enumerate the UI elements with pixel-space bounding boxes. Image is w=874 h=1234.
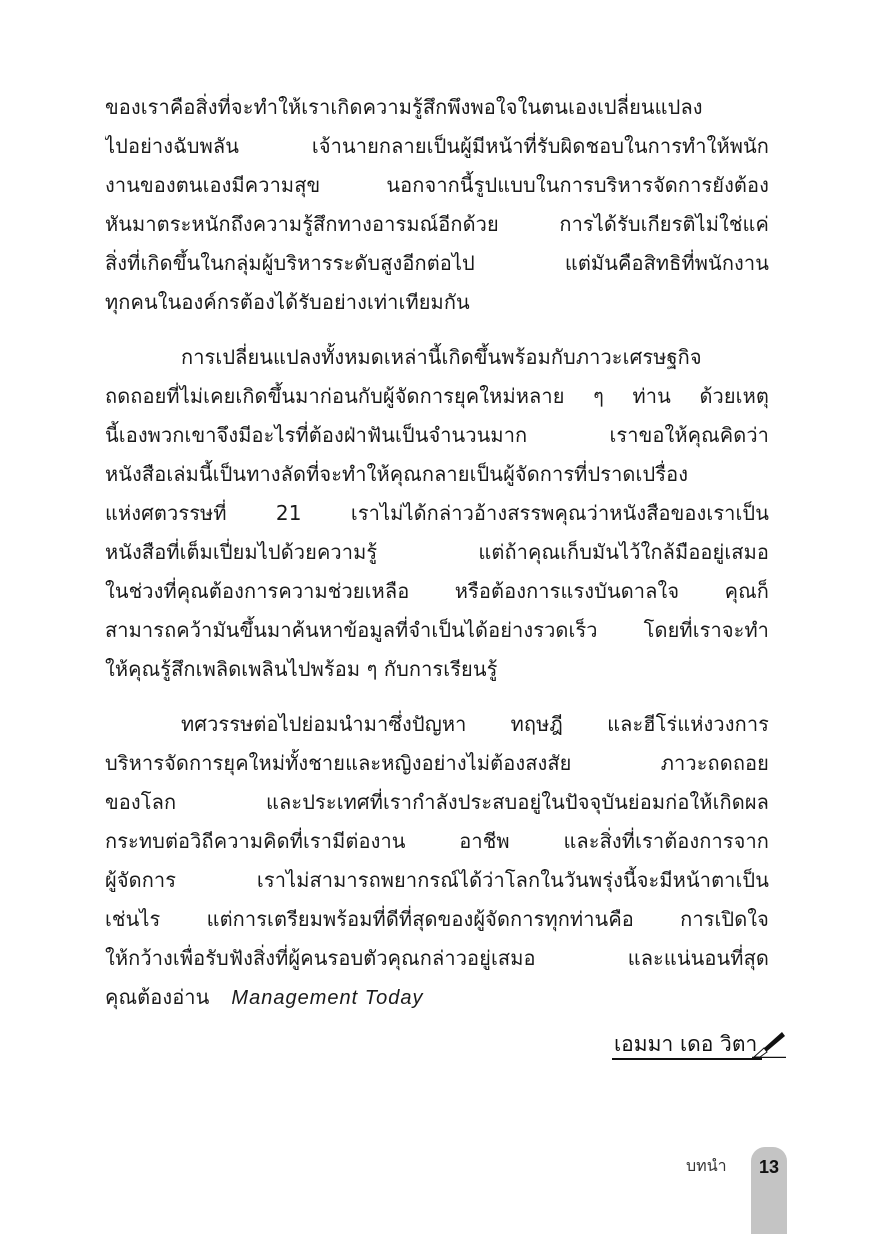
final-text-line: [105, 978, 769, 1017]
publication-name: Management Today: [231, 987, 424, 1009]
text-line: บริหารจัดการยุคใหม่ทั้งชายและหญิงอย่างไม่ต้องสงสัย ภาวะถดถอย: [105, 751, 769, 775]
text-line: ให้คุณรู้สึกเพลิดเพลินไปพร้อม ๆ กับการเรียนรู้: [105, 657, 498, 681]
text-line: กระทบต่อวิถีความคิดที่เรามีต่องาน อาชีพ และสิ่งที่เราต้องการจาก: [105, 829, 769, 853]
paragraph-3: [105, 705, 769, 1017]
text-line: ของเราคือสิ่งที่จะทำให้เราเกิดความรู้สึกพึงพอใจในตนเองเปลี่ยนแปลง: [105, 95, 703, 119]
text-line: ให้กว้างเพื่อรับฟังสิ่งที่ผู้คนรอบตัวคุณกล่าวอยู่เสมอ และแน่นอนที่สุด: [105, 946, 769, 970]
author-signature: [604, 1030, 784, 1060]
text-line: ผู้จัดการ เราไม่สามารถพยากรณ์ได้ว่าโลกในวันพรุ่งนี้จะมีหน้าตาเป็น: [105, 868, 769, 892]
text-line: ไปอย่างฉับพลัน เจ้านายกลายเป็นผู้มีหน้าที่รับผิดชอบในการทำให้พนัก: [105, 134, 769, 158]
text-line: ทศวรรษต่อไปย่อมนำมาซึ่งปัญหา ทฤษฎี และฮีโร่แห่งวงการ: [181, 712, 769, 736]
text-line: หันมาตระหนักถึงความรู้สึกทางอารมณ์อีกด้วย การได้รับเกียรติไม่ใช่แค่: [105, 212, 769, 236]
text-line: ถดถอยที่ไม่เคยเกิดขึ้นมาก่อนกับผู้จัดการยุคใหม่หลาย ๆ ท่าน ด้วยเหตุ: [105, 384, 769, 408]
text-line: ในช่วงที่คุณต้องการความช่วยเหลือ หรือต้องการแรงบันดาลใจ คุณก็: [105, 579, 769, 603]
text-line: ของโลก และประเทศที่เรากำลังประสบอยู่ในปัจจุบันย่อมก่อให้เกิดผล: [105, 790, 769, 814]
text-line: การเปลี่ยนแปลงทั้งหมดเหล่านี้เกิดขึ้นพร้อมกับภาวะเศรษฐกิจ: [181, 345, 702, 369]
text-line: หนังสือที่เต็มเปี่ยมไปด้วยความรู้ แต่ถ้าคุณเก็บมันไว้ใกล้มืออยู่เสมอ: [105, 540, 769, 564]
pen-nib-icon: [752, 1030, 786, 1058]
text-line: นี้เองพวกเขาจึงมีอะไรที่ต้องฝ่าฟันเป็นจำนวนมาก เราขอให้คุณคิดว่า: [105, 423, 769, 447]
page-number: 13: [758, 1157, 780, 1177]
paragraph-2: [105, 338, 769, 689]
text-line-thai: คุณต้องอ่าน: [105, 985, 210, 1009]
text-line: เช่นไร แต่การเตรียมพร้อมที่ดีที่สุดของผู้จัดการทุกท่านคือ การเปิดใจ: [105, 907, 769, 931]
signature-name: เอมมา เดอ วิตา: [614, 1032, 758, 1056]
paragraph-1: [105, 88, 769, 322]
text-line: ทุกคนในองค์กรต้องได้รับอย่างเท่าเทียมกัน: [105, 290, 470, 314]
section-label: บทนำ: [686, 1156, 727, 1175]
body-text: [105, 88, 769, 1017]
text-line: สิ่งที่เกิดขึ้นในกลุ่มผู้บริหารระดับสูงอีกต่อไป แต่มันคือสิทธิที่พนักงาน: [105, 251, 769, 275]
text-line: แห่งศตวรรษที่ 21 เราไม่ได้กล่าวอ้างสรรพคุณว่าหนังสือของเราเป็น: [105, 501, 769, 525]
signature-underline: [612, 1058, 762, 1060]
text-line: หนังสือเล่มนี้เป็นทางลัดที่จะทำให้คุณกลายเป็นผู้จัดการที่ปราดเปรื่อง: [105, 462, 689, 486]
text-line: สามารถคว้ามันขึ้นมาค้นหาข้อมูลที่จำเป็นได้อย่างรวดเร็ว โดยที่เราจะทำ: [105, 618, 769, 642]
text-line: งานของตนเองมีความสุข นอกจากนี้รูปแบบในการบริหารจัดการยังต้อง: [105, 173, 769, 197]
